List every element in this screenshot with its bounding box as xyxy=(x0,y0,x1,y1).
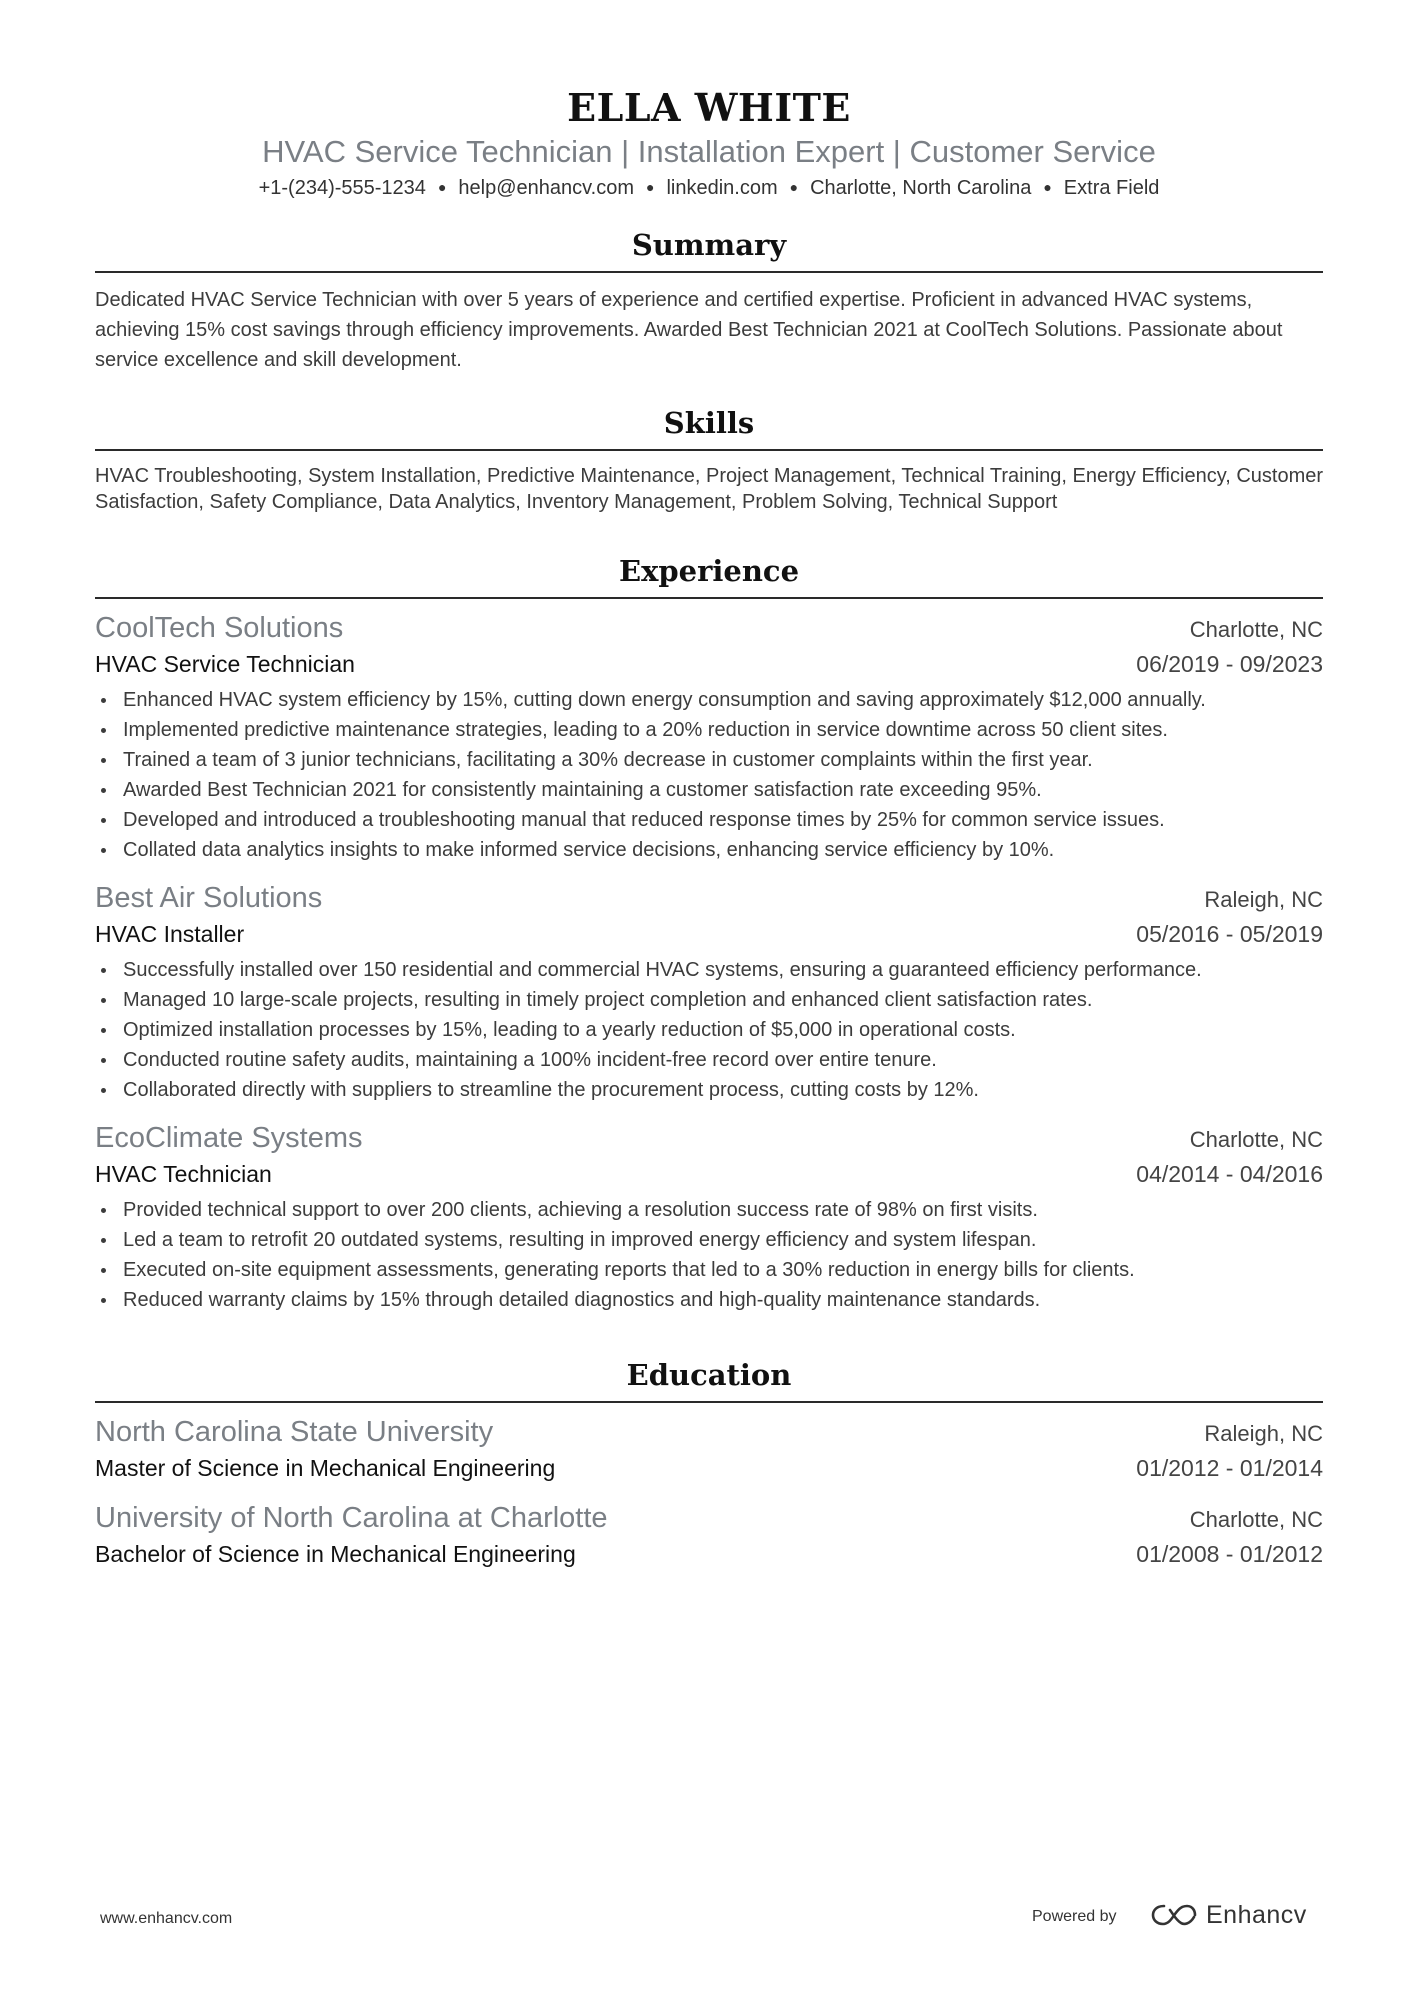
job-location: Raleigh, NC xyxy=(1204,887,1323,912)
achievement-item: Implemented predictive maintenance strategies, leading to a 20% reduction in service downtime across 50 client sites. xyxy=(95,715,1323,745)
section-title-skills: Skills xyxy=(663,406,755,440)
school-name: North Carolina State University xyxy=(95,1416,494,1448)
contact-email[interactable]: help@enhancv.com xyxy=(458,177,634,199)
job-dates: 06/2019 - 09/2023 xyxy=(1136,651,1323,677)
achievement-item: Optimized installation processes by 15%, leading to a yearly reduction of $5,000 in operational costs. xyxy=(95,1015,1323,1045)
achievement-item: Developed and introduced a troubleshooting manual that reduced response times by 25% for common service issues. xyxy=(95,805,1323,835)
bullet-separator: ● xyxy=(1043,179,1052,195)
contact-location: Charlotte, North Carolina xyxy=(810,177,1032,199)
enhancv-logo-icon xyxy=(1150,1900,1198,1930)
candidate-headline: HVAC Service Technician | Installation Expert | Customer Service xyxy=(262,134,1156,169)
achievement-item: Enhanced HVAC system efficiency by 15%, cutting down energy consumption and saving approximately $12,000 annually. xyxy=(95,685,1323,715)
enhancv-logo[interactable] xyxy=(1150,1900,1307,1930)
achievement-item: Reduced warranty claims by 15% through detailed diagnostics and high-quality maintenance standards. xyxy=(95,1285,1323,1315)
achievement-item: Successfully installed over 150 residential and commercial HVAC systems, ensuring a guaranteed efficiency performance. xyxy=(95,955,1323,985)
school-name: University of North Carolina at Charlotte xyxy=(95,1502,608,1534)
summary-section xyxy=(95,225,1323,375)
experience-entry xyxy=(95,609,1323,865)
education-entry xyxy=(95,1413,1323,1485)
contact-phone: +1-(234)-555-1234 xyxy=(258,177,426,199)
skills-section xyxy=(95,403,1323,515)
section-divider xyxy=(95,271,1323,273)
education-dates: 01/2008 - 01/2012 xyxy=(1136,1541,1323,1567)
section-divider xyxy=(95,1401,1323,1403)
job-location: Charlotte, NC xyxy=(1189,617,1323,642)
summary-text: Dedicated HVAC Service Technician with over 5 years of experience and certified expertise. Proficient in advanced HVAC systems, achieving 15% cost savings through efficiency improvements. Awarded Best Technician 2021 at CoolTech Solutions. Passionate about service excellence and skill development. xyxy=(95,289,1283,371)
company-name: CoolTech Solutions xyxy=(95,612,344,644)
resume-header xyxy=(95,0,1323,203)
job-title: HVAC Technician xyxy=(95,1161,272,1187)
section-title-summary: Summary xyxy=(631,228,787,262)
company-name: Best Air Solutions xyxy=(95,882,323,914)
section-title-experience: Experience xyxy=(618,554,800,588)
education-section xyxy=(95,1355,1323,1571)
section-divider xyxy=(95,449,1323,451)
achievement-item: Led a team to retrofit 20 outdated systems, resulting in improved energy efficiency and system lifespan. xyxy=(95,1225,1323,1255)
resume-page xyxy=(95,0,1323,1571)
school-location: Charlotte, NC xyxy=(1189,1507,1323,1532)
job-dates: 05/2016 - 05/2019 xyxy=(1136,921,1323,947)
degree-name: Master of Science in Mechanical Engineering xyxy=(95,1455,556,1481)
achievement-list xyxy=(95,685,1323,865)
company-name: EcoClimate Systems xyxy=(95,1122,363,1154)
section-title-education: Education xyxy=(626,1358,792,1392)
bullet-separator: ● xyxy=(646,179,655,195)
job-location: Charlotte, NC xyxy=(1189,1127,1323,1152)
experience-section xyxy=(95,551,1323,1315)
experience-entry xyxy=(95,1119,1323,1315)
achievement-item: Collated data analytics insights to make informed service decisions, enhancing service efficiency by 10%. xyxy=(95,835,1323,865)
achievement-list xyxy=(95,955,1323,1105)
school-location: Raleigh, NC xyxy=(1204,1421,1323,1446)
experience-entry xyxy=(95,879,1323,1105)
bullet-separator: ● xyxy=(437,179,447,195)
powered-by-label: Powered by xyxy=(1032,1908,1117,1925)
footer-site-link[interactable]: www.enhancv.com xyxy=(100,1910,233,1927)
page-footer xyxy=(0,1900,1410,1940)
education-entry xyxy=(95,1499,1323,1571)
achievement-item: Collaborated directly with suppliers to streamline the procurement process, cutting costs by 12%. xyxy=(95,1075,1323,1105)
candidate-name: ELLA WHITE xyxy=(567,85,851,130)
contact-line xyxy=(95,172,1323,203)
bullet-separator: ● xyxy=(789,179,799,195)
achievement-item: Managed 10 large-scale projects, resulting in timely project completion and enhanced client satisfaction rates. xyxy=(95,985,1323,1015)
achievement-item: Executed on-site equipment assessments, generating reports that led to a 30% reduction in energy bills for clients. xyxy=(95,1255,1323,1285)
job-title: HVAC Installer xyxy=(95,921,245,947)
skills-text: HVAC Troubleshooting, System Installation, Predictive Maintenance, Project Management, Technical Training, Energy Efficiency, Customer Satisfaction, Safety Compliance, Data Analytics, Inventory Management, Problem Solving, Technical Support xyxy=(95,465,1324,513)
contact-extra: Extra Field xyxy=(1063,177,1160,199)
achievement-list xyxy=(95,1195,1323,1315)
job-dates: 04/2014 - 04/2016 xyxy=(1136,1161,1323,1187)
enhancv-brand-name: Enhancv xyxy=(1206,1900,1307,1929)
achievement-item: Trained a team of 3 junior technicians, facilitating a 30% decrease in customer complaints within the first year. xyxy=(95,745,1323,775)
job-title: HVAC Service Technician xyxy=(95,651,355,677)
education-dates: 01/2012 - 01/2014 xyxy=(1136,1455,1323,1481)
degree-name: Bachelor of Science in Mechanical Engineering xyxy=(95,1541,576,1567)
contact-linkedin[interactable]: linkedin.com xyxy=(666,177,778,199)
achievement-item: Provided technical support to over 200 clients, achieving a resolution success rate of 98% on first visits. xyxy=(95,1195,1323,1225)
section-divider xyxy=(95,597,1323,599)
achievement-item: Awarded Best Technician 2021 for consistently maintaining a customer satisfaction rate exceeding 95%. xyxy=(95,775,1323,805)
achievement-item: Conducted routine safety audits, maintaining a 100% incident-free record over entire tenure. xyxy=(95,1045,1323,1075)
